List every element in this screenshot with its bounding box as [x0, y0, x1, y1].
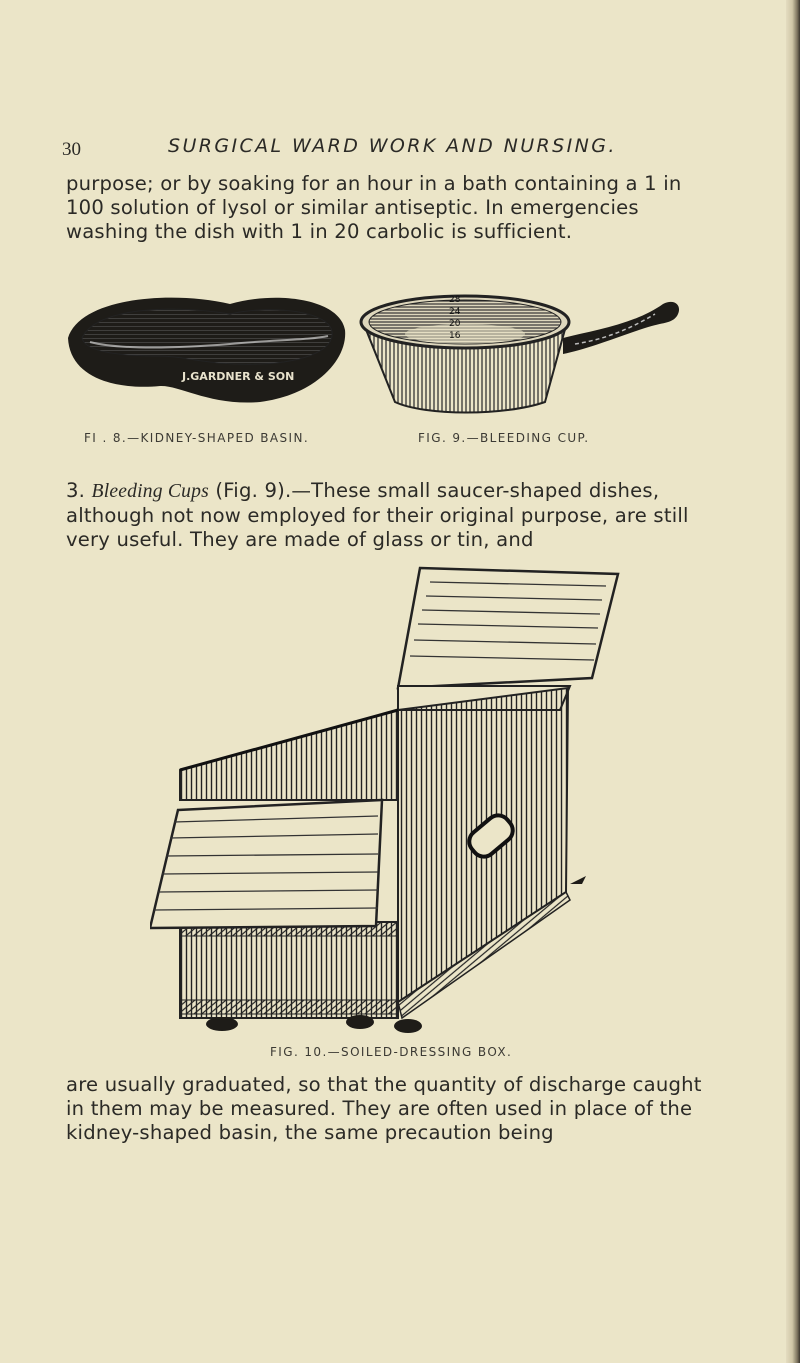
paragraph-2-text: —These small saucer-shaped dishes, although not now employed for their original purpose, are still very useful. They are made of glass or tin, and: [66, 479, 689, 551]
page-header: [62, 135, 702, 165]
svg-text:J.GARDNER & SON: J.GARDNER & SON: [182, 370, 295, 383]
page-edge-shadow: [786, 0, 800, 1363]
section-number: 3.: [66, 479, 86, 502]
running-head: SURGICAL WARD WORK AND NURSING.: [168, 135, 617, 157]
page-number: 30: [62, 139, 81, 160]
paragraph-1: purpose; or by soaking for an hour in a bath containing a 1 in 100 solution of lysol or similar antiseptic. In emergencies washing the dish with 1 in 20 carbolic is sufficient.: [66, 172, 682, 243]
section-heading: Bleeding Cups: [91, 481, 209, 502]
paragraph-3: are usually graduated, so that the quantity of discharge caught in them may be measured. They are often used in place of the kidney-shaped basin, the same precaution being: [66, 1073, 702, 1144]
svg-text:24: 24: [449, 307, 461, 317]
svg-text:16: 16: [449, 331, 461, 341]
figure-9-caption: FIG. 9.—BLEEDING CUP.: [418, 431, 590, 445]
figure-reference: (Fig. 9).: [215, 479, 292, 502]
paragraph-2: [66, 479, 706, 552]
svg-text:28: 28: [449, 295, 461, 305]
figure-8-caption: FI . 8.—KIDNEY-SHAPED BASIN.: [84, 431, 310, 445]
maker-mark: [181, 370, 294, 383]
figure-10-caption: FIG. 10.—SOILED-DRESSING BOX.: [270, 1045, 513, 1059]
bleeding-cup-illustration: [345, 282, 690, 422]
soiled-dressing-box-illustration: [150, 560, 620, 1040]
kidney-basin-illustration: [60, 290, 350, 420]
svg-text:20: 20: [449, 319, 461, 329]
